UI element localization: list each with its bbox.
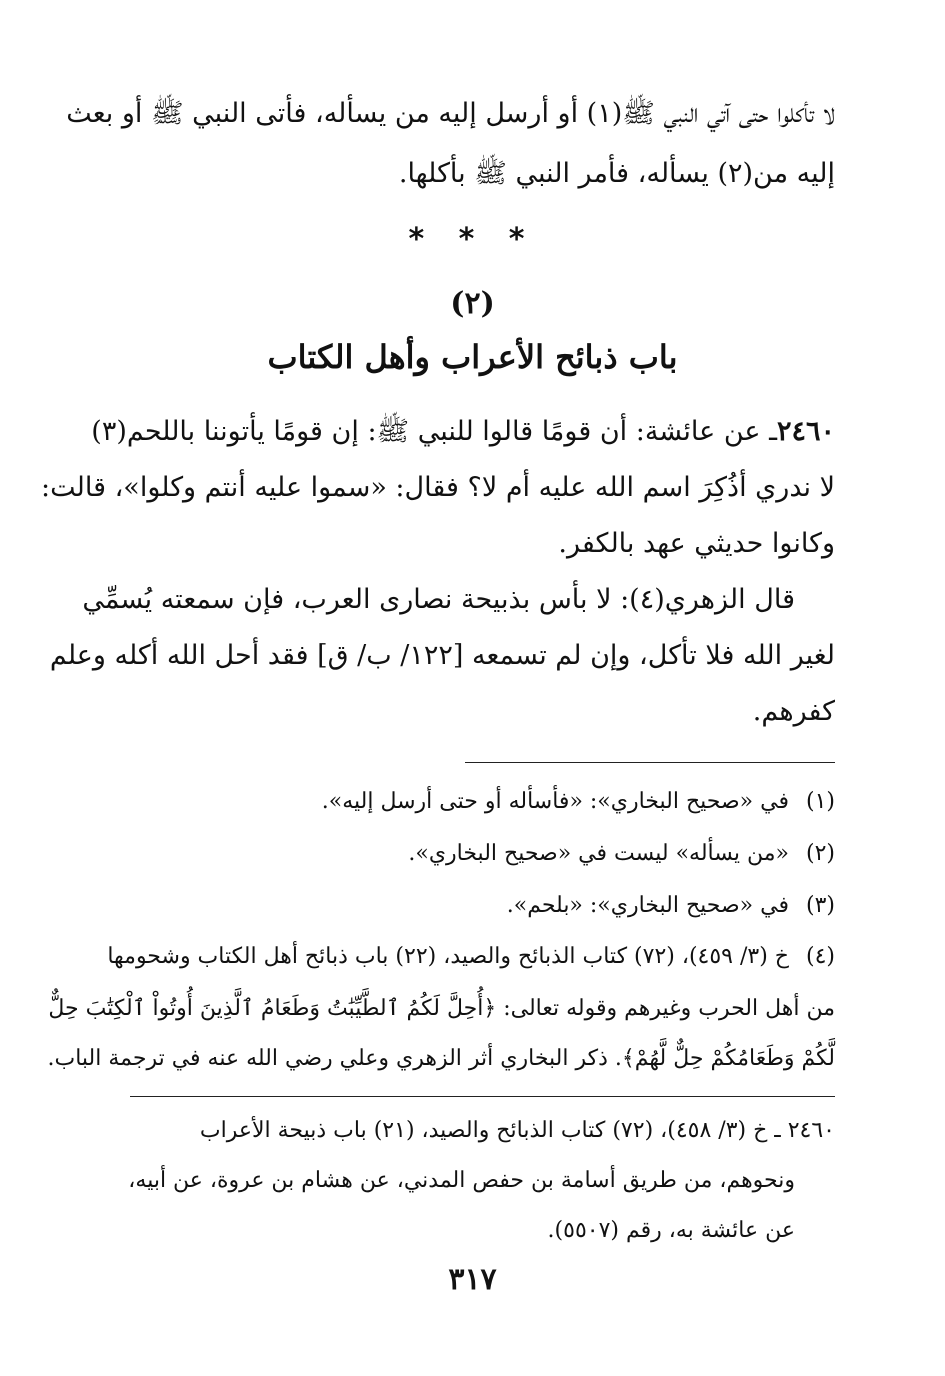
footnote-1 (120, 789, 835, 814)
footnote-3 (120, 893, 835, 918)
footnote-number: (٤) (805, 944, 835, 969)
takhrij-line: ٢٤٦٠ ـ خ (٣/ ٤٥٨)، (٧٢) كتاب الذبائح والصيد، (٢١) باب ذبيحة الأعراب (199, 1118, 835, 1143)
text-line: وكانوا حديثي عهد بالكفر. (558, 528, 835, 559)
footnote-4 (107, 944, 835, 969)
text-line: قال الزهري(٤): لا بأس بذبيحة نصارى العرب، فإن سمعته يُسمِّي (82, 584, 795, 615)
text-line: لا تأكلوا حتى آتي النبي ﷺ(١) أو أرسل إليه من يسأله، فأتى النبي ﷺ أو بعث (66, 98, 835, 129)
text-line: إليه من(٢) يسأله، فأمر النبي ﷺ بأكلها. (398, 158, 835, 189)
footnote-text: خ (٣/ ٤٥٩)، (٧٢) كتاب الذبائح والصيد، (٢٢) باب ذبائح أهل الكتاب وشحومها (107, 944, 789, 969)
chapter-number: (٢) (450, 286, 495, 321)
takhrij-line: ونحوهم، من طريق أسامة بن حفص المدني، عن هشام بن عروة، عن أبيه، (128, 1168, 795, 1193)
hadith-number: ٢٤٦٠ (776, 416, 835, 447)
text-line: لا ندري أذُكِرَ اسم الله عليه أم لا؟ فقال: «سموا عليه أنتم وكلوا»، قالت: (41, 472, 835, 503)
footnote-4-continuation: لَّكُمْ وَطَعَامُكُمْ حِلٌّ لَّهُمْ﴾. ذكر البخاري أثر الزهري وعلي رضي الله عنه في ترجمة الباب. (47, 1046, 835, 1071)
section-separator: * * * (408, 222, 537, 257)
footnote-2 (120, 841, 835, 866)
footnote-text: في «صحيح البخاري»: «بلحم». (506, 893, 789, 918)
footnote-text: في «صحيح البخاري»: «فأسأله أو حتى أرسل إليه». (321, 789, 789, 814)
footnote-text: «من يسأله» ليست في «صحيح البخاري». (408, 841, 789, 866)
footnote-number: (٣) (805, 893, 835, 918)
takhrij-divider (130, 1096, 835, 1097)
hadith-first-line (91, 414, 835, 454)
page-number: ٣١٧ (448, 1262, 497, 1297)
text-line: لغير الله فلا تأكل، وإن لم تسمعه [١٢٢/ ب/ ق] فقد أحل الله أكله وعلم (49, 640, 835, 671)
text-line: كفرهم. (752, 696, 835, 727)
takhrij-line: عن عائشة به، رقم (٥٥٠٧). (547, 1218, 795, 1243)
footnote-divider (465, 762, 835, 763)
footnote-number: (٢) (805, 841, 835, 866)
text-line: ـ عن عائشة: أن قومًا قالوا للنبي ﷺ: إن قومًا يأتوننا باللحم(٣) (91, 416, 777, 447)
footnote-number: (١) (805, 789, 835, 814)
chapter-title: باب ذبائح الأعراب وأهل الكتاب (267, 338, 678, 376)
footnote-4-continuation: من أهل الحرب وغيرهم وقوله تعالى: ﴿أُحِلَّ لَكُمُ ٱلطَّيِّبَٰتُ وَطَعَامُ ٱلَّذِينَ أُوتُواْ ٱلْكِتَٰبَ حِلٌّ (48, 996, 835, 1021)
